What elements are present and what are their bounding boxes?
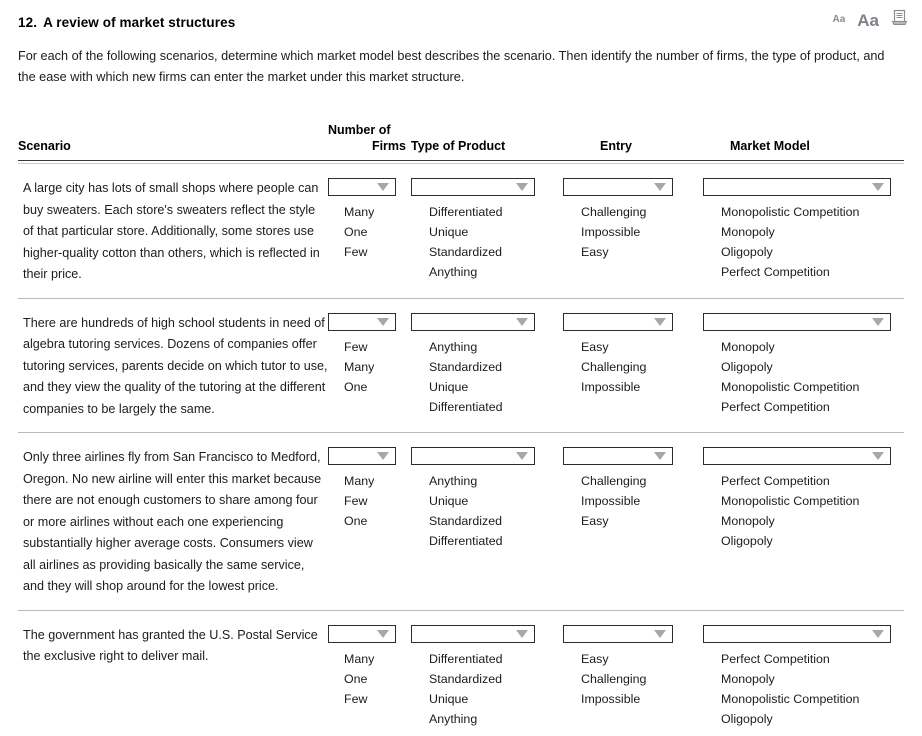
option-item[interactable]: Few	[344, 494, 368, 508]
option-item[interactable]: Anything	[429, 711, 478, 726]
text-size-large-button[interactable]: Aa	[857, 10, 879, 30]
option-item[interactable]: Monopolistic Competition	[721, 691, 860, 706]
option-item[interactable]: Differentiated	[429, 399, 503, 414]
column-header-type-of-product: Type of Product	[411, 139, 506, 153]
option-item[interactable]: Monopoly	[721, 339, 775, 354]
option-item[interactable]: Perfect Competition	[721, 474, 830, 488]
column-header-number-of-firms	[328, 122, 406, 154]
chevron-down-icon	[377, 183, 389, 191]
market-model-option-list	[703, 202, 891, 282]
option-item[interactable]: Many	[344, 205, 375, 219]
option-item[interactable]: Few	[344, 245, 368, 259]
chevron-down-icon	[377, 318, 389, 326]
chevron-down-icon	[654, 452, 666, 460]
type-of-product-dropdown[interactable]	[411, 625, 535, 643]
number-of-firms-cell	[328, 625, 396, 709]
number-of-firms-dropdown[interactable]	[328, 625, 396, 643]
option-item[interactable]: One	[344, 671, 368, 686]
option-item[interactable]: Challenging	[581, 474, 647, 488]
type-of-product-dropdown[interactable]	[411, 447, 535, 465]
entry-dropdown[interactable]	[563, 447, 673, 465]
column-header-number-of-firms-line1: Number of	[328, 123, 391, 137]
number-of-firms-dropdown[interactable]	[328, 447, 396, 465]
scenarios-table	[18, 114, 904, 733]
option-item[interactable]: Easy	[581, 651, 609, 666]
option-item[interactable]: Few	[344, 339, 368, 354]
option-item[interactable]: Oligopoly	[721, 245, 773, 259]
option-item[interactable]: One	[344, 379, 368, 394]
table-row	[18, 164, 904, 299]
option-item[interactable]: Differentiated	[429, 651, 503, 666]
option-item[interactable]: One	[344, 514, 368, 528]
scenario-description: A large city has lots of small shops where people can buy sweaters. Each store's sweaters reflect the style of that particular store. Additionally, some stores use higher-quality cotton than others, which is reflected in their price.	[23, 181, 320, 281]
number-of-firms-cell	[328, 178, 396, 262]
option-item[interactable]: Oligopoly	[721, 711, 773, 726]
entry-cell	[563, 313, 673, 397]
question-number: 12.	[18, 15, 38, 30]
number-of-firms-option-list	[328, 202, 396, 262]
option-item[interactable]: Easy	[581, 339, 609, 354]
print-icon[interactable]	[891, 9, 908, 31]
option-item[interactable]: Oligopoly	[721, 534, 773, 548]
option-item[interactable]: Perfect Competition	[721, 399, 830, 414]
option-item[interactable]: Anything	[429, 474, 478, 488]
page-header	[0, 0, 922, 30]
option-item[interactable]: Monopolistic Competition	[721, 379, 860, 394]
question-title-text: A review of market structures	[43, 15, 236, 30]
option-item[interactable]: Standardized	[429, 359, 503, 374]
entry-option-list	[563, 471, 673, 531]
option-item[interactable]: Unique	[429, 379, 469, 394]
entry-cell	[563, 625, 673, 709]
option-item[interactable]: Unique	[429, 494, 469, 508]
option-item[interactable]: Unique	[429, 691, 469, 706]
number-of-firms-cell	[328, 313, 396, 397]
table-row	[18, 611, 904, 733]
type-of-product-cell	[411, 178, 535, 282]
option-item[interactable]: Monopoly	[721, 225, 775, 239]
option-item[interactable]: Easy	[581, 514, 609, 528]
type-of-product-option-list	[411, 649, 535, 729]
text-size-small-button[interactable]: Aa	[832, 14, 846, 25]
option-item[interactable]: Many	[344, 474, 375, 488]
chevron-down-icon	[516, 318, 528, 326]
table-row	[18, 299, 904, 434]
entry-option-list	[563, 337, 673, 397]
number-of-firms-dropdown[interactable]	[328, 178, 396, 196]
chevron-down-icon	[377, 630, 389, 638]
option-item[interactable]: Perfect Competition	[721, 265, 830, 279]
option-item[interactable]: Impossible	[581, 494, 641, 508]
number-of-firms-dropdown[interactable]	[328, 313, 396, 331]
option-item[interactable]: Perfect Competition	[721, 651, 830, 666]
chevron-down-icon	[654, 183, 666, 191]
entry-cell	[563, 447, 673, 531]
number-of-firms-option-list	[328, 471, 396, 531]
instructions-paragraph: For each of the following scenarios, determine which market model best describes the scenario. Then identify the number of firms, the type of product, and the ease with which new firms can enter the market under this market structure.	[18, 49, 885, 84]
option-item[interactable]: Impossible	[581, 225, 641, 239]
option-item[interactable]: Challenging	[581, 671, 647, 686]
entry-option-list	[563, 649, 673, 709]
market-model-dropdown[interactable]	[703, 447, 891, 465]
chevron-down-icon	[516, 452, 528, 460]
type-of-product-cell	[411, 625, 535, 729]
chevron-down-icon	[516, 630, 528, 638]
option-item[interactable]: Few	[344, 691, 368, 706]
type-of-product-option-list	[411, 471, 535, 551]
table-row-inner	[18, 164, 904, 298]
option-item[interactable]: Unique	[429, 225, 469, 239]
column-header-scenario: Scenario	[18, 139, 71, 153]
type-of-product-cell	[411, 313, 535, 417]
option-item[interactable]: Standardized	[429, 514, 503, 528]
number-of-firms-cell	[328, 447, 396, 531]
option-item[interactable]: Differentiated	[429, 534, 503, 548]
option-item[interactable]: Anything	[429, 339, 478, 354]
table-header-row	[18, 114, 904, 160]
scenario-description: The government has granted the U.S. Postal Service the exclusive right to deliver mail.	[23, 627, 318, 663]
chevron-down-icon	[654, 318, 666, 326]
option-item[interactable]: Standardized	[429, 245, 503, 259]
market-model-cell	[703, 447, 891, 551]
scenario-description: Only three airlines fly from San Francisco to Medford, Oregon. No new airline will enter this market because there are not enough customers to share among four or more airlines without each one experiencing substantially higher average costs. Consumers view all airlines as providing basically the same service, and they will shop around for the lowest price.	[23, 450, 322, 593]
entry-dropdown[interactable]	[563, 625, 673, 643]
market-model-option-list	[703, 649, 891, 729]
option-item[interactable]: One	[344, 225, 368, 239]
entry-dropdown[interactable]	[563, 313, 673, 331]
column-header-entry: Entry	[600, 139, 632, 153]
market-model-dropdown[interactable]	[703, 313, 891, 331]
option-item[interactable]: Monopolistic Competition	[721, 494, 860, 508]
option-item[interactable]: Impossible	[581, 379, 641, 394]
option-item[interactable]: Many	[344, 359, 375, 374]
header-toolbar	[832, 9, 908, 31]
chevron-down-icon	[377, 452, 389, 460]
option-item[interactable]: Oligopoly	[721, 359, 773, 374]
chevron-down-icon	[872, 630, 884, 638]
option-item[interactable]: Easy	[581, 245, 609, 259]
type-of-product-cell	[411, 447, 535, 551]
page-title	[18, 15, 235, 30]
option-item[interactable]: Monopoly	[721, 514, 775, 528]
chevron-down-icon	[872, 183, 884, 191]
type-of-product-dropdown[interactable]	[411, 313, 535, 331]
market-model-dropdown[interactable]	[703, 178, 891, 196]
chevron-down-icon	[654, 630, 666, 638]
option-item[interactable]: Differentiated	[429, 205, 503, 219]
entry-option-list	[563, 202, 673, 262]
market-model-option-list	[703, 471, 891, 551]
table-row-inner	[18, 433, 904, 610]
table-row-inner	[18, 611, 904, 733]
market-model-cell	[703, 313, 891, 417]
chevron-down-icon	[872, 452, 884, 460]
market-model-dropdown[interactable]	[703, 625, 891, 643]
market-model-cell	[703, 625, 891, 729]
table-row-inner	[18, 299, 904, 433]
option-item[interactable]: Monopoly	[721, 671, 775, 686]
option-item[interactable]: Standardized	[429, 671, 503, 686]
market-model-cell	[703, 178, 891, 282]
column-header-market-model: Market Model	[730, 139, 810, 153]
number-of-firms-option-list	[328, 337, 396, 397]
type-of-product-option-list	[411, 337, 535, 417]
table-body	[18, 164, 904, 733]
entry-dropdown[interactable]	[563, 178, 673, 196]
chevron-down-icon	[516, 183, 528, 191]
scenario-description: There are hundreds of high school students in need of algebra tutoring services. Dozens of companies offer tutoring services, parents decide on which tutor to use, and they view the quality of the tutoring at the different companies to be largely the same.	[23, 315, 328, 416]
column-header-number-of-firms-line2: Firms	[371, 139, 406, 153]
number-of-firms-option-list	[328, 649, 396, 709]
market-model-option-list	[703, 337, 891, 417]
entry-cell	[563, 178, 673, 262]
type-of-product-option-list	[411, 202, 535, 282]
option-item[interactable]: Anything	[429, 265, 478, 279]
option-item[interactable]: Impossible	[581, 691, 641, 706]
type-of-product-dropdown[interactable]	[411, 178, 535, 196]
option-item[interactable]: Monopolistic Competition	[721, 205, 860, 219]
option-item[interactable]: Challenging	[581, 359, 647, 374]
option-item[interactable]: Challenging	[581, 205, 647, 219]
option-item[interactable]: Many	[344, 651, 375, 666]
table-row	[18, 433, 904, 611]
chevron-down-icon	[872, 318, 884, 326]
